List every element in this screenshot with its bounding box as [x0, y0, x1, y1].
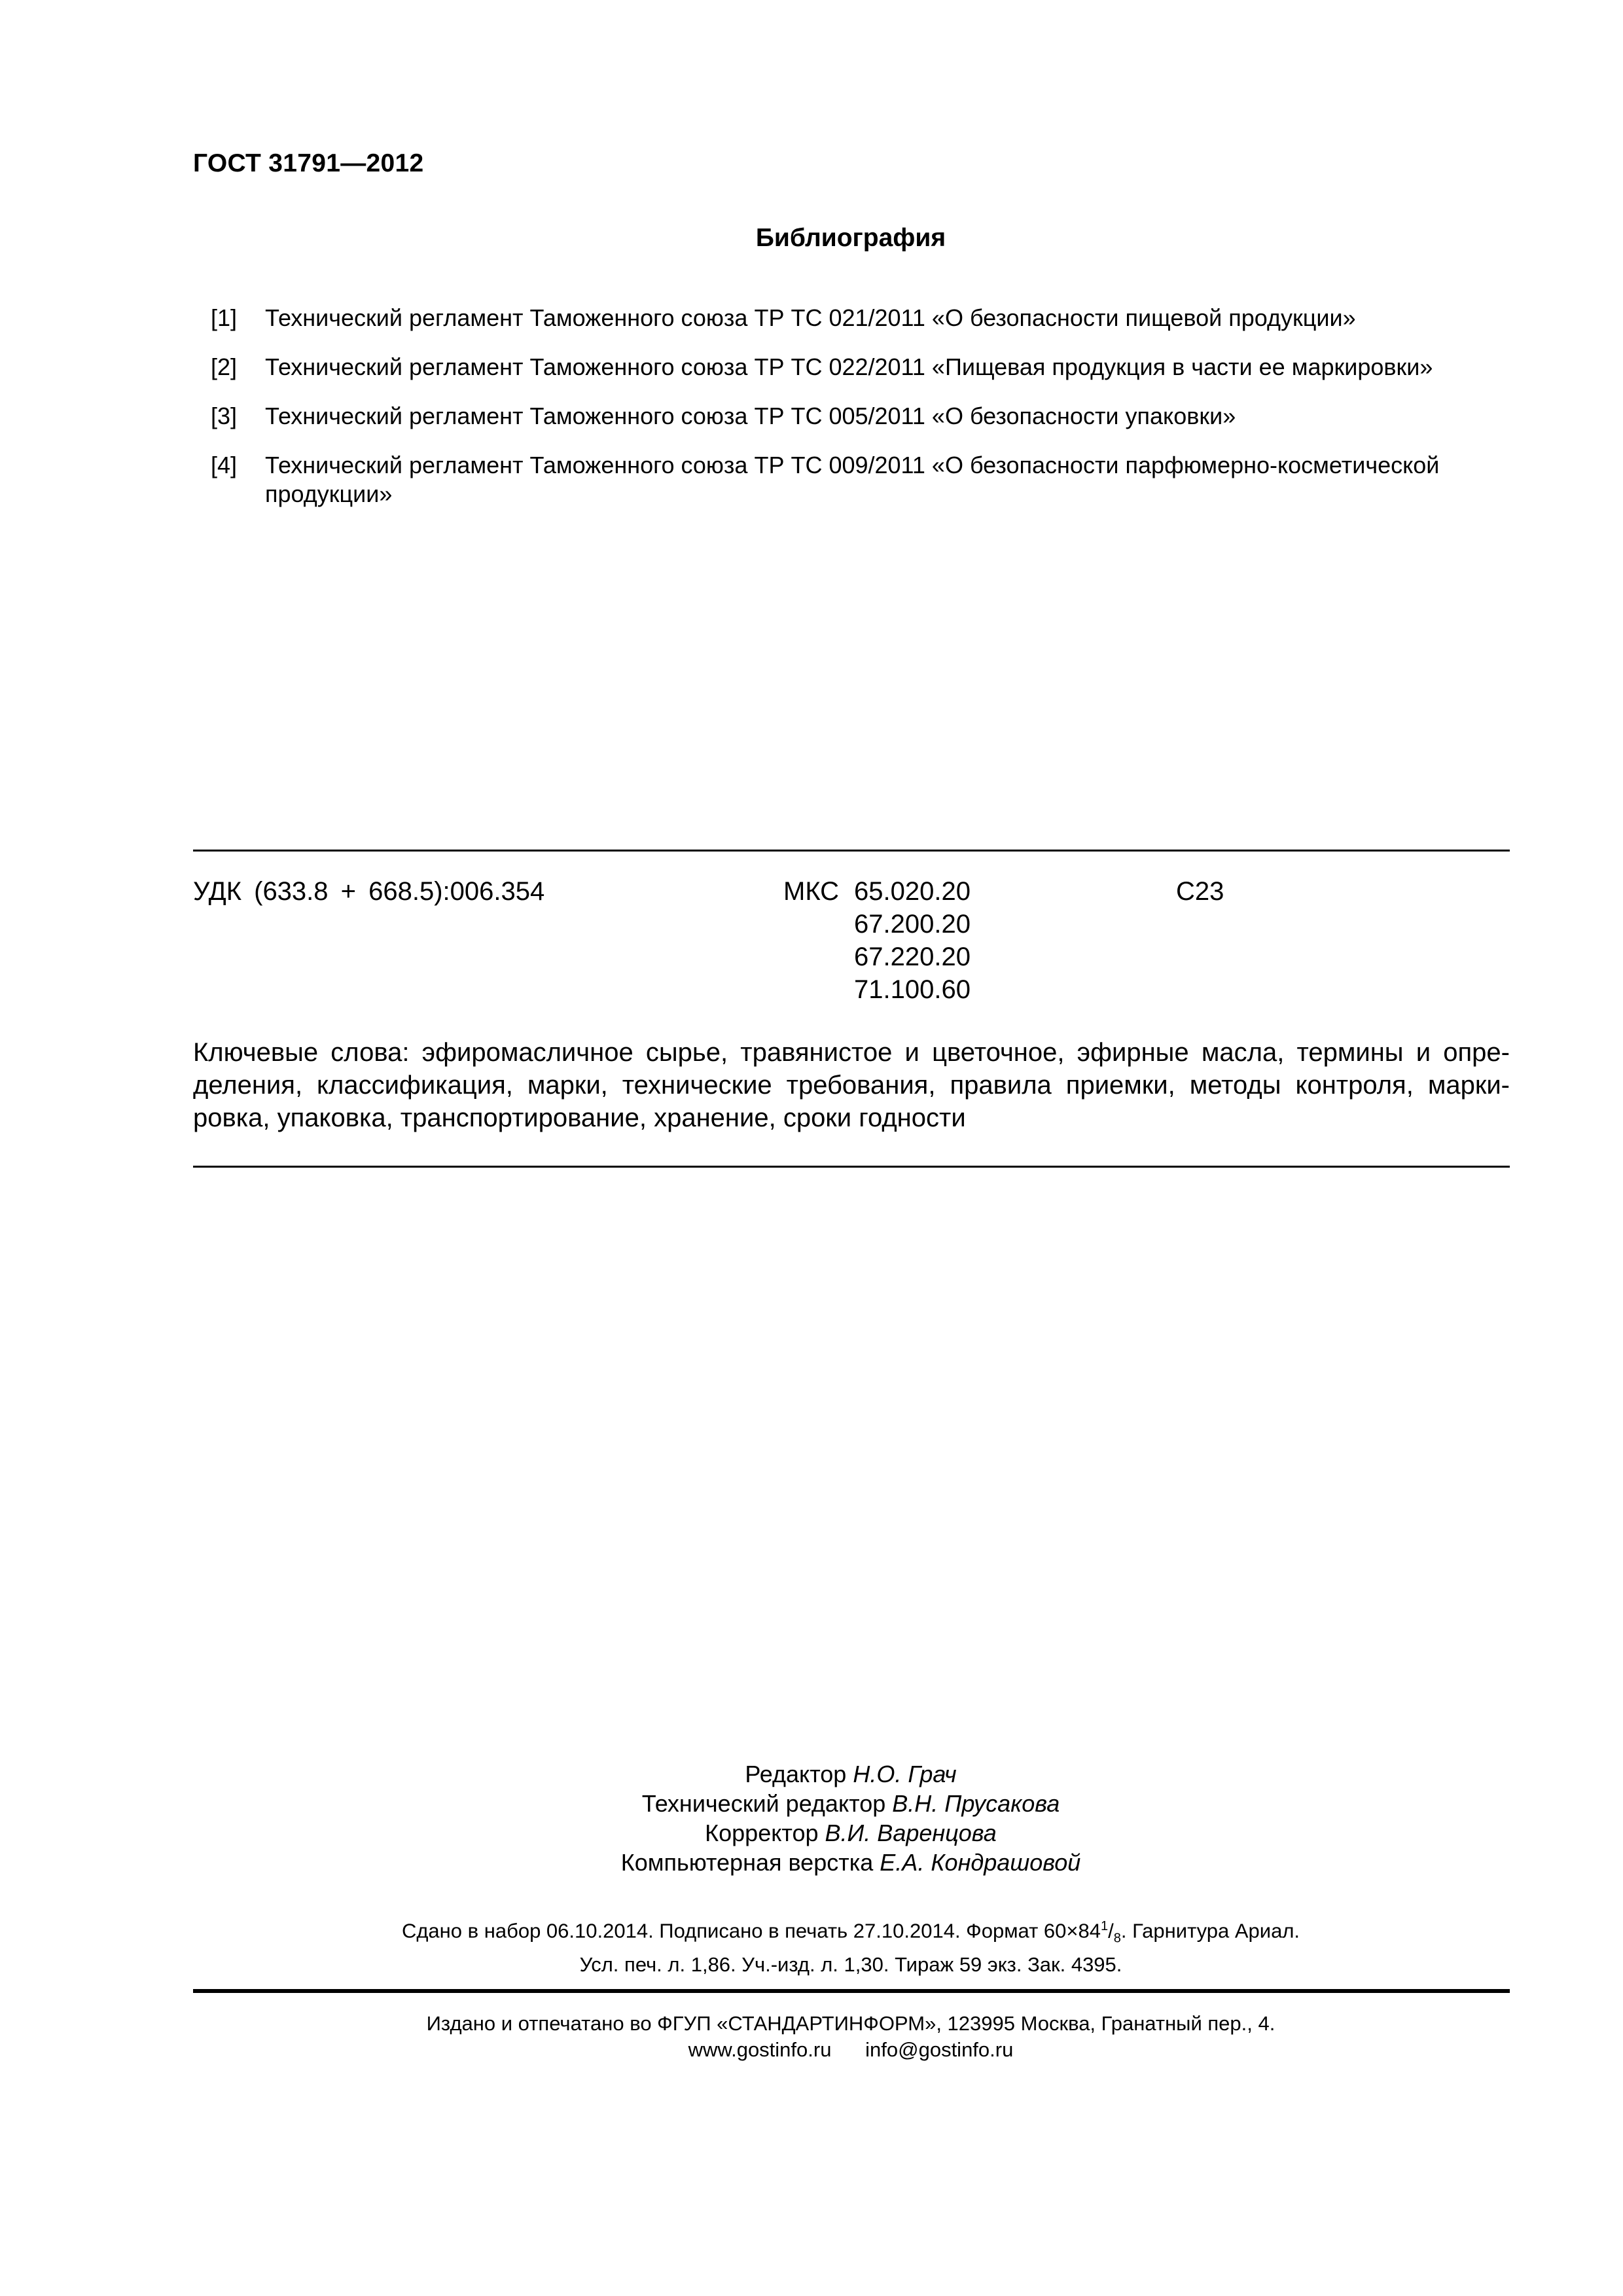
credit-line	[0, 1818, 1623, 1848]
keywords-line: ровка, упаковка, транспортирование, хранение, сроки годности	[193, 1103, 966, 1132]
mks-code: 67.200.20	[854, 910, 971, 939]
format-separator: /	[1108, 1919, 1114, 1943]
bibliography-item-number: [2]	[211, 353, 238, 380]
mks-code: 71.100.60	[854, 975, 971, 1004]
credit-role: Технический редактор	[641, 1790, 886, 1817]
print-info-text: Сдано в набор 06.10.2014. Подписано в печать 27.10.2014. Формат 60×84	[401, 1919, 1101, 1943]
mks-label: МКС	[783, 877, 840, 906]
credit-line	[0, 1789, 1623, 1818]
bibliography-item-text: Технический регламент Таможенного союза ТР ТС 022/2011 «Пищевая продукция в части ее маркировки»	[265, 353, 1433, 380]
print-info-line: Усл. печ. л. 1,86. Уч.-изд. л. 1,30. Тираж 59 экз. Зак. 4395.	[579, 1952, 1122, 1976]
credit-name: Е.А. Кондрашовой	[880, 1849, 1081, 1876]
divider	[193, 1989, 1510, 1993]
print-info-text: . Гарнитура Ариал.	[1120, 1919, 1300, 1943]
bibliography-item-number: [4]	[211, 452, 238, 478]
credit-role: Компьютерная верстка	[620, 1849, 874, 1876]
credit-name: В.Н. Прусакова	[892, 1790, 1060, 1817]
credit-line	[0, 1759, 1623, 1789]
bibliography-title: Библиография	[755, 224, 946, 252]
mks-code: 65.020.20	[854, 877, 971, 906]
okc-code: С23	[1176, 877, 1224, 906]
credit-line	[0, 1848, 1623, 1877]
credit-role: Редактор	[745, 1761, 847, 1787]
udk-code: УДК (633.8 + 668.5):006.354	[193, 877, 545, 906]
credit-name: Н.О. Грач	[853, 1761, 957, 1787]
print-info-line	[0, 1913, 1623, 1952]
bibliography-item-text: Технический регламент Таможенного союза ТР ТС 009/2011 «О безопасности парфюмерно-косметической продукции»	[265, 452, 1440, 507]
bibliography-item-text: Технический регламент Таможенного союза ТР ТС 005/2011 «О безопасности упаковки»	[265, 403, 1236, 429]
publisher-contacts: www.gostinfo.ru info@gostinfo.ru	[688, 2038, 1014, 2061]
credit-role: Корректор	[705, 1820, 819, 1846]
keywords-line: деления, классификация, марки, технические требования, правила приемки, методы контроля, марки-	[193, 1071, 1510, 1100]
format-subscript: 8	[1113, 1931, 1121, 1946]
bibliography-item-number: [3]	[211, 403, 238, 429]
bibliography-item-text: Технический регламент Таможенного союза ТР ТС 021/2011 «О безопасности пищевой продукции»	[265, 304, 1356, 331]
keywords-line: Ключевые слова: эфиромасличное сырье, травянистое и цветочное, эфирные масла, термины и опре-	[193, 1038, 1510, 1067]
keywords-paragraph	[193, 1036, 1510, 1134]
bibliography-item-number: [1]	[211, 304, 238, 331]
mks-code: 67.220.20	[854, 942, 971, 971]
mks-codes	[854, 875, 971, 1006]
divider	[193, 850, 1510, 852]
format-superscript: 1	[1101, 1919, 1109, 1933]
credits-block	[0, 1759, 1623, 1877]
publisher-info	[0, 2011, 1623, 2063]
print-info	[0, 1913, 1623, 1978]
standard-id: ГОСТ 31791—2012	[193, 149, 424, 177]
divider	[193, 1166, 1510, 1168]
credit-name: В.И. Варенцова	[825, 1820, 997, 1846]
publisher-line: Издано и отпечатано во ФГУП «СТАНДАРТИНФОРМ», 123995 Москва, Гранатный пер., 4.	[426, 2012, 1275, 2035]
